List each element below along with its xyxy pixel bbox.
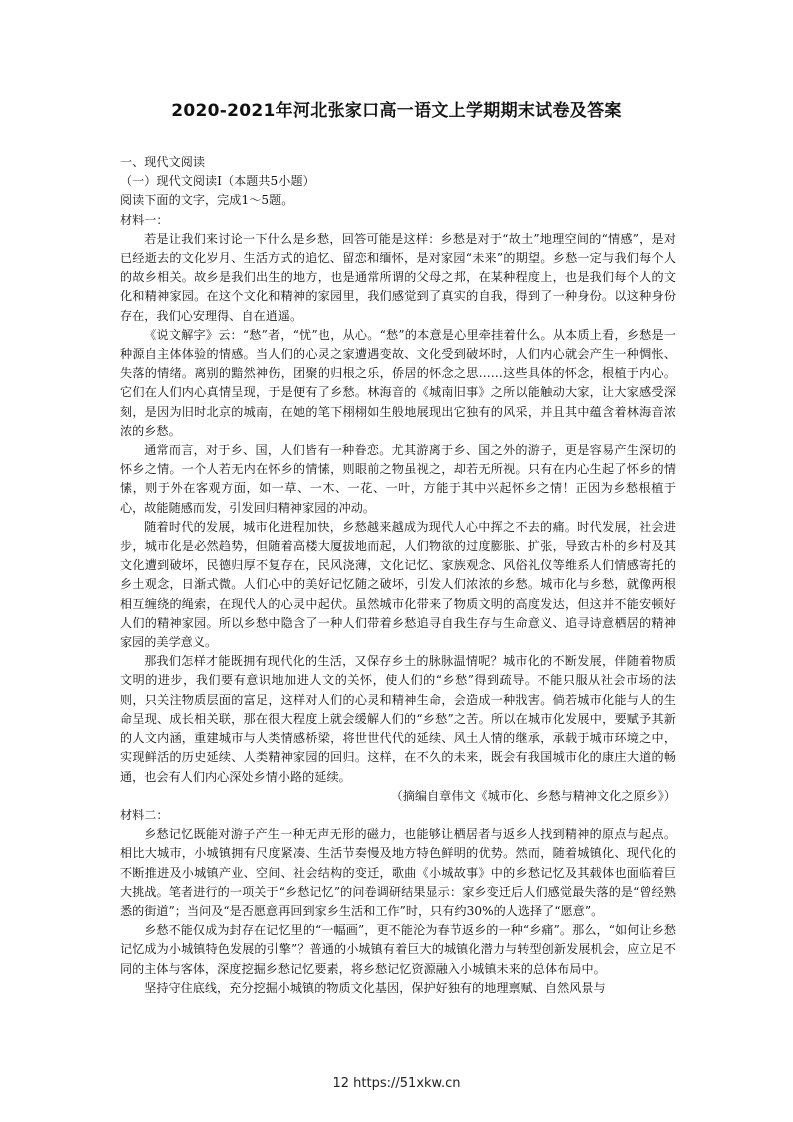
material-one-paragraph: 那我们怎样才能既拥有现代化的生活，又保存乡土的脉脉温情呢？城市化的不断发展，伴随着物质文明的进步，我们要有意识地加进人文的关怀，使人们的“乡愁”得到疏导。不能只服从社会市场的法则，只关注物质层面的富足，这样对人们的心灵和精神生命，会造成一种戕害。倘若城市化能与人的生命呈现、成长相关联，那在很大程度上就会缓解人们的“乡愁”之苦。所以在城市化发展中，要赋予其新的人文内涵，重建城市与人类情感桥梁，将世世代代的延续、风土人情的继承，承载于城市环境之中，实现鲜活的历史延续、人类精神家园的回归。这样，在不久的未来，既会有我国城市化的康庄大道的畅通，也会有人们内心深处乡情小路的延续。 — [120, 654, 676, 784]
reading-instruction: 阅读下面的文字，完成1～5题。 — [120, 193, 294, 208]
section-heading: 一、现代文阅读 — [120, 155, 206, 169]
material-two-paragraph: 坚持守住底线，充分挖掘小城镇的物质文化基因，保护好独有的地理禀赋、自然风景与 — [144, 980, 606, 995]
material-one-source: （摘编自章伟文《城市化、乡愁与精神文化之原乡》） — [390, 788, 676, 803]
document-body — [120, 153, 676, 998]
page-title: 2020-2021年河北张家口高一语文上学期期末试卷及答案 — [171, 101, 622, 121]
material-one-paragraph: 通常而言，对于乡、国，人们皆有一种眷恋。尤其游离于乡、国之外的游子，更是容易产生深切的怀乡之情。一个人若无内在怀乡的情愫，则眼前之物虽视之，却若无所视。只有在内心生起了怀乡的情愫，则于外在客观方面，如一草、一木、一花、一叶，方能于其中兴起怀乡之情！正因为乡愁根植于心，故能随感而发，引发回归精神家园的冲动。 — [120, 443, 676, 515]
material-two-paragraph: 乡愁记忆既能对游子产生一种无声无形的磁力，也能够让栖居者与返乡人找到精神的原点与起点。相比大城市，小城镇拥有尺度紧凑、生活节奏慢及地方特色鲜明的优势。然而，随着城镇化、现代化的不断推进及小城镇产业、空间、社会结构的变迁，歌曲《小城故事》中的乡愁记忆及其载体也面临着巨大挑战。笔者进行的一项关于“乡愁记忆”的问卷调研结果显示：家乡变迁后人们感觉最失落的是“曾经熟悉的街道”；当问及“是否愿意再回到家乡生活和工作”时，只有约30%的人选择了“愿意”。 — [120, 827, 676, 918]
material-two-paragraph: 乡愁不能仅成为封存在记忆里的“一幅画”，更不能沦为春节返乡的一种“乡痛”。那么，“如何让乡愁记忆成为小城镇特色发展的引擎”？普通的小城镇有着巨大的城镇化潜力与转型创新发展机会，应立足不同的主体与客体，深度挖掘乡愁记忆要素，将乡愁记忆资源融入小城镇未来的总体布局中。 — [120, 923, 676, 976]
material-one-label: 材料一： — [120, 212, 169, 227]
subsection-heading: （一）现代文阅读Ⅰ（本题共5小题） — [120, 174, 315, 189]
page-footer: 12 https://51xkw.cn — [332, 1076, 461, 1091]
material-two-label: 材料二： — [120, 807, 169, 822]
material-one-paragraph: 随着时代的发展，城市化进程加快，乡愁越来越成为现代人心中挥之不去的痛。时代发展，社会进步，城市化是必然趋势，但随着高楼大厦拔地而起，人们物欲的过度膨胀、扩张，导致古朴的乡村及其文化遭到破坏，民德归厚不复存在，民风浇薄，文化记忆、家族观念、风俗礼仪等维系人们情感寄托的乡土观念，日渐式微。人们心中的美好记忆随之破坏，引发人们浓浓的乡愁。城市化与乡愁，就像两根相互缠绕的绳索，在现代人的心灵中起伏。虽然城市化带来了物质文明的高度发达，但这并不能安顿好人们的精神家园。所以乡愁中隐含了一种人们带着乡愁追寻自我生存与生命意义、追寻诗意栖居的精神家园的美学意义。 — [120, 519, 676, 650]
material-one-paragraph: 《说文解字》云：“愁”者，“忧”也，从心。“愁”的本意是心里牵挂着什么。从本质上看，乡愁是一种源自主体体验的情感。当人们的心灵之家遭遇变故、文化受到破坏时，人们内心就会产生一种惆怅、失落的情绪。离别的黯然神伤，团聚的归根之乐，侨居的怀念之思……这些具体的怀念，根植于内心。它们在人们内心真情呈现，于是便有了乡愁。林海音的《城南旧事》之所以能触动大家，让大家感受深刻，是因为旧时北京的城南，在她的笔下栩栩如生般地展现出它独有的风采，并且其中蕴含着林海音浓浓的乡愁。 — [120, 327, 676, 438]
material-one-paragraph: 若是让我们来讨论一下什么是乡愁，回答可能是这样：乡愁是对于“故土”地理空间的“情感”，是对已经逝去的文化岁月、生活方式的追忆、留恋和缅怀，是对家园“未来”的期望。乡愁一定与我们每个人的故乡相关。故乡是我们出生的地方，也是通常所谓的父母之邦，在某种程度上，也是我们每个人的文化和精神家园。在这个文化和精神的家园里，我们感觉到了真实的自我，得到了一种身份。以这种身份存在，我们心安理得、自在逍遥。 — [120, 231, 676, 323]
